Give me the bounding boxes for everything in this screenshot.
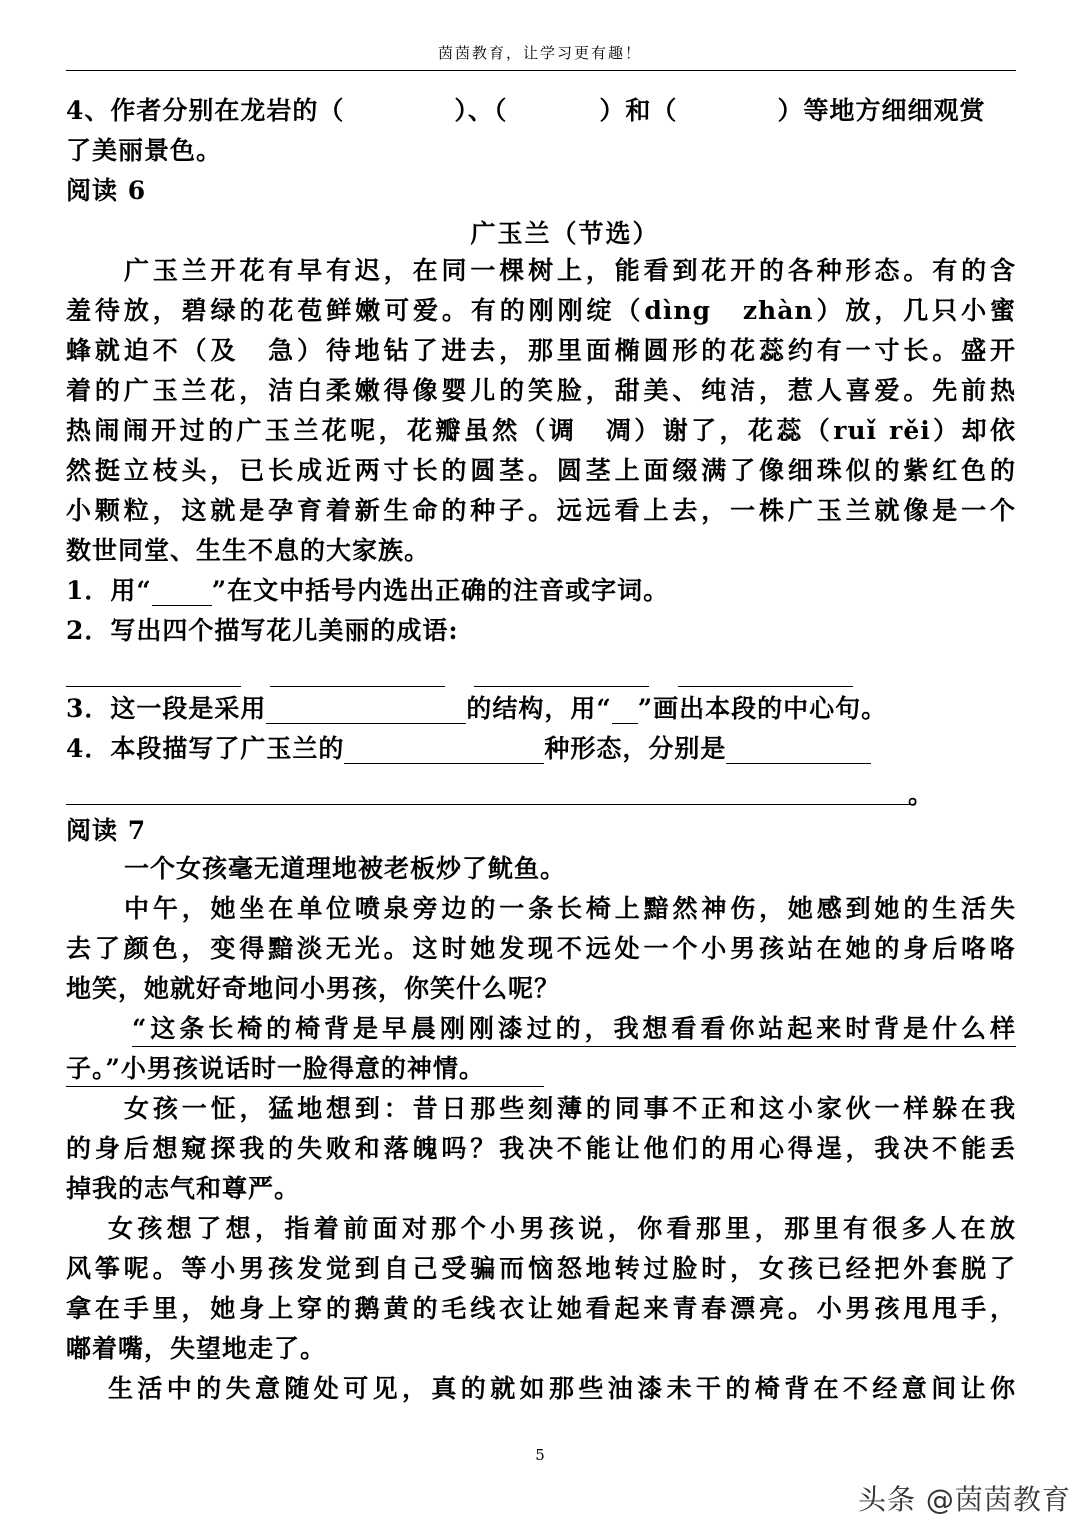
header-rule <box>66 70 1016 71</box>
idiom-blank-2[interactable] <box>270 686 445 687</box>
q1-blank <box>152 581 212 606</box>
reading7-line: 中午，她坐在单位喷泉旁边的一条长椅上黯然神伤，她感到她的生活失 <box>124 894 1016 923</box>
q4-end-period: 。 <box>908 780 935 809</box>
reading7-line: 去了颜色，变得黯淡无光。这时她发现不远处一个小男孩站在她的身后咯咯 <box>66 934 1016 963</box>
reading6-line: 羞待放，碧绿的花苞鲜嫩可爱。有的刚刚绽（dìng zhàn）放，几只小蜜 <box>66 296 1016 325</box>
reading6-line: 广玉兰开花有早有迟，在同一棵树上，能看到花开的各种形态。有的含 <box>124 256 1016 285</box>
reading6-line: 然挺立枝头，已长成近两寸长的圆茎。圆茎上面缀满了像细珠似的紫红色的 <box>66 456 1016 485</box>
underline-rule <box>66 1086 544 1087</box>
reading7-underlined-line: 子。”小男孩说话时一脸得意的神情。 <box>66 1054 485 1083</box>
reading6-title: 广玉兰（节选） <box>470 219 660 248</box>
reading7-line: 一个女孩毫无道理地被老板炒了鱿鱼。 <box>124 854 567 883</box>
reading6-line: 数世同堂、生生不息的大家族。 <box>66 536 431 565</box>
reading6-q3: 3．这一段是采用 的结构，用“ ”画出本段的中心句。 <box>66 694 888 723</box>
reading7-underlined-line: “这条长椅的椅背是早晨刚刚漆过的，我想看看你站起来时背是什么样 <box>132 1014 1016 1043</box>
reading6-heading: 阅读 6 <box>66 176 147 205</box>
forms-blank-continued[interactable] <box>66 804 910 805</box>
reading7-line: 掉我的志气和尊严。 <box>66 1174 301 1203</box>
page-header: 茵茵教育，让学习更有趣！ <box>437 44 642 62</box>
reading7-line: 风筝呢。等小男孩发觉到自己受骗而恼怒地转过脸时，女孩已经把外套脱了 <box>66 1254 1016 1283</box>
reading7-line: 的身后想窥探我的失败和落魄吗？我决不能让他们的用心得逞，我决不能丢 <box>66 1134 1016 1163</box>
idiom-blank-4[interactable] <box>678 686 853 687</box>
reading6-q1: 1．用“ ”在文中括号内选出正确的注音或字词。 <box>66 576 670 605</box>
watermark: 头条 @茵茵教育 <box>858 1483 1071 1516</box>
idiom-blank-1[interactable] <box>66 686 241 687</box>
forms-blank[interactable] <box>726 739 871 764</box>
reading6-line: 着的广玉兰花，洁白柔嫩得像婴儿的笑脸，甜美、纯洁，惹人喜爱。先前热 <box>66 376 1016 405</box>
reading7-line: 嘟着嘴，失望地走了。 <box>66 1334 327 1363</box>
reading7-line: 拿在手里，她身上穿的鹅黄的毛线衣让她看起来青春漂亮。小男孩甩甩手， <box>66 1294 1016 1323</box>
reading6-line: 小颗粒，这就是孕育着新生命的种子。远远看上去，一株广玉兰就像是一个 <box>66 496 1016 525</box>
form-count-blank[interactable] <box>344 739 544 764</box>
underline-rule <box>132 1046 1016 1047</box>
reading7-line: 女孩一怔，猛地想到：昔日那些刻薄的同事不正和这小家伙一样躲在我 <box>124 1094 1016 1123</box>
reading6-line: 蜂就迫不（及 急）待地钻了进去，那里面椭圆形的花蕊约有一寸长。盛开 <box>66 336 1016 365</box>
reading7-heading: 阅读 7 <box>66 816 147 845</box>
structure-blank[interactable] <box>266 699 466 724</box>
reading6-q2: 2．写出四个描写花儿美丽的成语: <box>66 616 459 645</box>
prev-q4-line1: 4、作者分别在龙岩的（ ）、（ ）和（ ）等地方细细观赏 <box>66 96 986 125</box>
reading7-line: 女孩想了想，指着前面对那个小男孩说，你看那里，那里有很多人在放 <box>108 1214 1016 1243</box>
prev-q4-line2: 了美丽景色。 <box>66 136 223 165</box>
underline-sample <box>612 699 638 724</box>
reading7-line: 生活中的失意随处可见，真的就如那些油漆未干的椅背在不经意间让你 <box>108 1374 1016 1403</box>
idiom-blank-3[interactable] <box>474 686 649 687</box>
reading6-line: 热闹闹开过的广玉兰花呢，花瓣虽然（调 凋）谢了，花蕊（ruǐ rěi）却依 <box>66 416 1016 445</box>
reading7-line: 地笑，她就好奇地问小男孩，你笑什么呢？ <box>66 974 561 1003</box>
page-number: 5 <box>535 1446 545 1464</box>
reading6-q4: 4．本段描写了广玉兰的 种形态，分别是 <box>66 734 871 764</box>
